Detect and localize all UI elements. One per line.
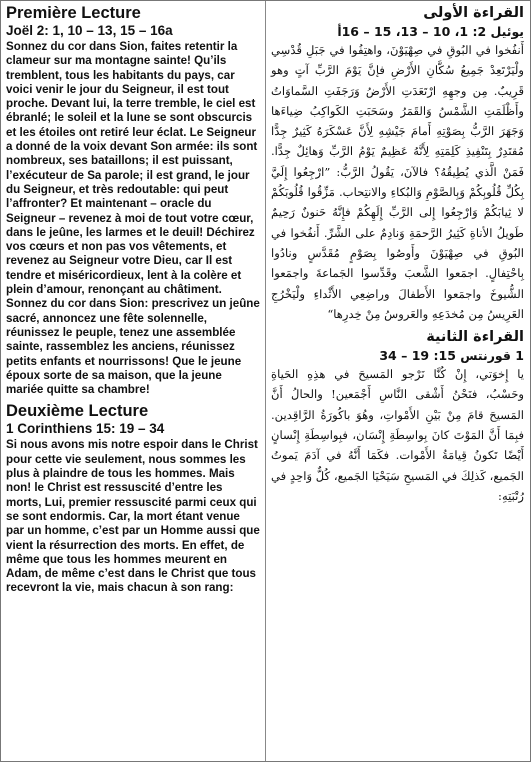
first-reading-reference-fr: Joël 2: 1, 10 – 13, 15 – 16a [6, 23, 173, 38]
first-reading-reference-ar: يوئيل 2: 1، 10 – 13، 15 – 16أ [337, 24, 524, 39]
second-reading-reference-fr: 1 Corinthiens 15: 19 – 34 [6, 421, 165, 437]
first-reading-text-fr: Sonnez du cor dans Sion, faites retentir la clameur sur ma montagne sainte! Qu’ils tremblent, tous les habitants du pays, car voici venir le jour du Seigneur, il est tout proche. Devant lui, la terre tremble, le ciel est ébranlé; le soleil et la lune se sont obscurcis et les étoiles ont retiré leur éclat. Le Seigneur a donné de la voix devant Son armée: ils sont nombreux, ses bataillons; il est puissant, l’exécuteur de Sa parole; il est grand, le jour du Seigneur, et très redoutable: qui peut l’affronter? Et maintenant – oracle du Seigneur – revenez à moi de tout votre cœur, dans le jeûne, les larmes et le deuil! Déchirez vos cœurs et non pas vos vêtements, et revenez au Seigneur votre Dieu, car Il est tendre et miséricordieux, lent à la colère et plein d’amour, renonçant au châtiment. Sonnez du cor dans Sion: prescrivez un jeûne sacré, annoncez une fête solennelle, réunissez le peuple, tenez une assemblée sainte, rassemblez les anciens, réunissez petits enfants et nourrissons! Que le jeune époux sorte de sa maison, que la jeune mariée quitte sa chambre! [6, 40, 260, 397]
second-reading-reference-ar: 1 قورنتس 15: 19 – 34 [379, 348, 524, 364]
first-reading-text-ar: أَنفُخوا في البُوقِ في صِهْيَوْنَ، واهتِفُوا في جَبَلِ قُدْسِي ولْيَرْتَعِدْ جَمِيعُ سُكَّانِ الأَرْضِ فإنَّ يَوْمَ الرَّبِّ آتٍ وهو قَرِيبٌ. مِن وجهِهِ ارْتَعَدَتِ الأَرْضُ وَرَجَفَتِ السَّماوَاتُ وأَظْلَمَتِ الشَّمْسُ وَالقَمَرُ وسَحَبَتِ الكَواكِبُ ضِياءَها وَجَهَرَ الرَّبُّ بِصَوْتِهِ أَمامَ جَيْشِهِ لِأَنَّ عَسْكَرَهُ كَثِيرٌ جِدًّا مُقتَدِرٌ بِتَنْفِيذِ كَلِمَتِهِ لِأَنَّهُ عَظِيمٌ يَوْمُ الرَّبِّ وَهائِلٌ جِدًّا. فَمَنْ الَّذي يُطِيقُهُ؟ فالآنَ، يَقُولُ الرَّبُّ: ”ارْجِعُوا إِلَيَّ بِكُلِّ قُلُوبِكُمْ وَبِالصَّوْمِ وَالبُكاءِ والانتِحاب. مَزِّقُوا قُلُوبَكُمْ لا ثِيابَكُمْ وَارْجِعُوا إِلى الرَّبِّ إِلَهِكُمْ فإِنَّهُ حَنونٌ رَحِيمٌ طَويلُ الأناةِ كَثِيرُ الرَّحمَةِ وَنادِمٌ على الشَّرِّ. أَنفُخوا في البُوقِ في صِهْيَوْنَ وأَوصُوا بِصَوْمٍ مُقَدَّسٍ ونادُوا بِاحْتِفالٍ. اجمَعوا الشَّعبَ وقَدِّسوا الجَماعةَ واجمَعوا الشُّيوخَ واجمَعوا الأَطفالَ وراضِعِي الأَثْداءِ ولْيَخْرُجِ العَرِيسُ مِن مُخدَعِهِ والعَروسُ مِنْ خِدرِها“ [271, 43, 524, 321]
second-reading-text-ar: يا إِخوَتي، إِنْ كُنَّا نَرْجو المَسيحَ في هذِهِ الحَياةِ وحَسْبُ، فنَحْنُ أَشْقى النَّاسِ أَجْمَعين! والحالُ أَنَّ المَسيحَ قامَ مِنْ بَيْنِ الأَمْواتِ، وهُوَ باكُورَةُ الرَّاقِدين. فبِمَا أَنَّ المَوْتَ كانَ بِواسِطَةِ إِنْسَان، فبِواسِطَةِ إِنْسانٍ أَيْضًا تَكونُ قِيامَةُ الأَمْوات. فكَمَا أَنَّهُ في آدَمَ يَموتُ الجَميع، كَذلِكَ في المَسيحِ سَيَحْيَا الجَميع، كُلٌّ وَاحِدٍ في رُتْبَتِهِ: [271, 367, 524, 503]
first-reading-title-ar: القراءة الأولى [423, 5, 524, 21]
second-reading-title-ar: القراءة الثانية [426, 329, 524, 346]
arabic-column [266, 1, 530, 761]
first-reading-title-fr: Première Lecture [6, 4, 141, 22]
second-reading-title-fr: Deuxième Lecture [6, 402, 149, 421]
second-reading-text-fr: Si nous avons mis notre espoir dans le Christ pour cette vie seulement, nous sommes les plus à plaindre de tous les hommes. Mais non! le Christ est ressuscité d’entre les morts, Lui, premier ressuscité parmi ceux qui se sont endormis. Car, la mort étant venue par un homme, c’est par un Homme aussi que vient la résurrection des morts. En effet, de même que tous les hommes meurent en Adam, de même c’est dans le Christ que tous recevront la vie, mais chacun à son rang: [6, 438, 260, 595]
french-column [1, 1, 266, 761]
